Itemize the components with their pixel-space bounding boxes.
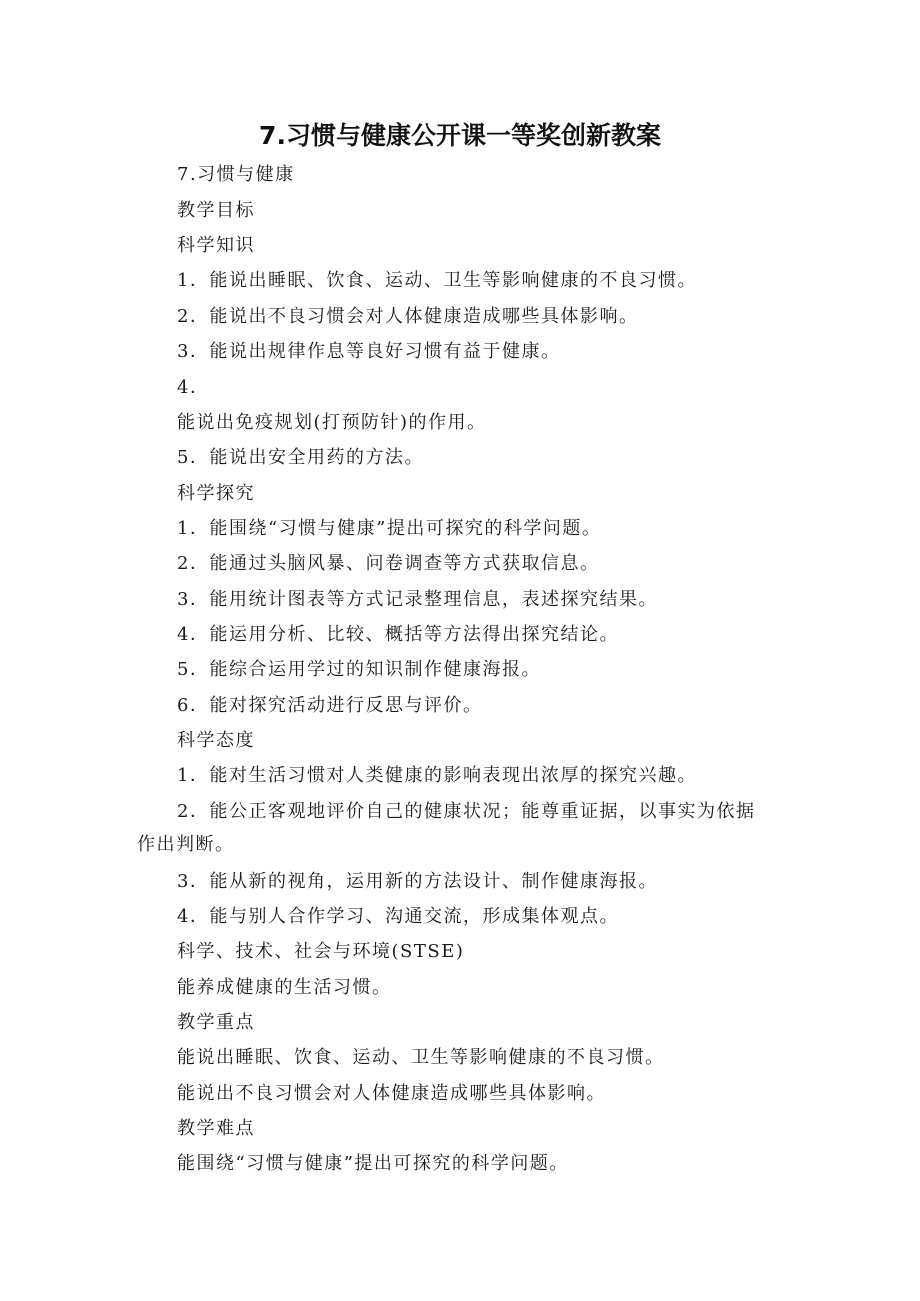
text-line: 教学重点 [177, 1012, 255, 1033]
text-line: 教学目标 [177, 200, 255, 221]
text-line: 科学态度 [177, 730, 255, 751]
document-title: 7.习惯与健康公开课一等奖创新教案 [259, 121, 661, 150]
text-line: 教学难点 [177, 1118, 255, 1139]
text-line: 能养成健康的生活习惯。 [177, 977, 392, 998]
text-line: 5．能综合运用学过的知识制作健康海报。 [177, 659, 541, 680]
text-line: 7.习惯与健康 [177, 164, 295, 185]
text-line: 2．能通过头脑风暴、问卷调查等方式获取信息。 [177, 553, 600, 574]
text-line: 科学知识 [177, 235, 255, 256]
text-line: 能说出睡眠、饮食、运动、卫生等影响健康的不良习惯。 [177, 1047, 665, 1068]
text-line: 科学、技术、社会与环境(STSE) [177, 941, 465, 962]
text-line: 6．能对探究活动进行反思与评价。 [177, 695, 483, 716]
text-line: 能说出不良习惯会对人体健康造成哪些具体影响。 [177, 1083, 606, 1104]
text-line: 作出判断。 [137, 834, 235, 855]
text-line: 1．能说出睡眠、饮食、运动、卫生等影响健康的不良习惯。 [177, 270, 697, 291]
text-line: 能说出免疫规划(打预防针)的作用。 [177, 412, 487, 433]
text-line: 3．能用统计图表等方式记录整理信息，表述探究结果。 [177, 589, 658, 610]
text-line: 4． [177, 377, 210, 398]
text-line: 4．能运用分析、比较、概括等方法得出探究结论。 [177, 624, 619, 645]
text-line: 2．能说出不良习惯会对人体健康造成哪些具体影响。 [177, 306, 639, 327]
text-line: 5．能说出安全用药的方法。 [177, 447, 424, 468]
text-line: 2．能公正客观地评价自己的健康状况；能尊重证据，以事实为依据 [177, 801, 756, 822]
text-line: 3．能说出规律作息等良好习惯有益于健康。 [177, 341, 561, 362]
text-line: 1．能对生活习惯对人类健康的影响表现出浓厚的探究兴趣。 [177, 765, 697, 786]
text-line: 4．能与别人合作学习、沟通交流，形成集体观点。 [177, 906, 619, 927]
text-line: 科学探究 [177, 483, 255, 504]
text-line: 3．能从新的视角，运用新的方法设计、制作健康海报。 [177, 871, 658, 892]
text-line: 1．能围绕“习惯与健康”提出可探究的科学问题。 [177, 518, 602, 539]
text-line: 能围绕“习惯与健康”提出可探究的科学问题。 [177, 1153, 569, 1174]
